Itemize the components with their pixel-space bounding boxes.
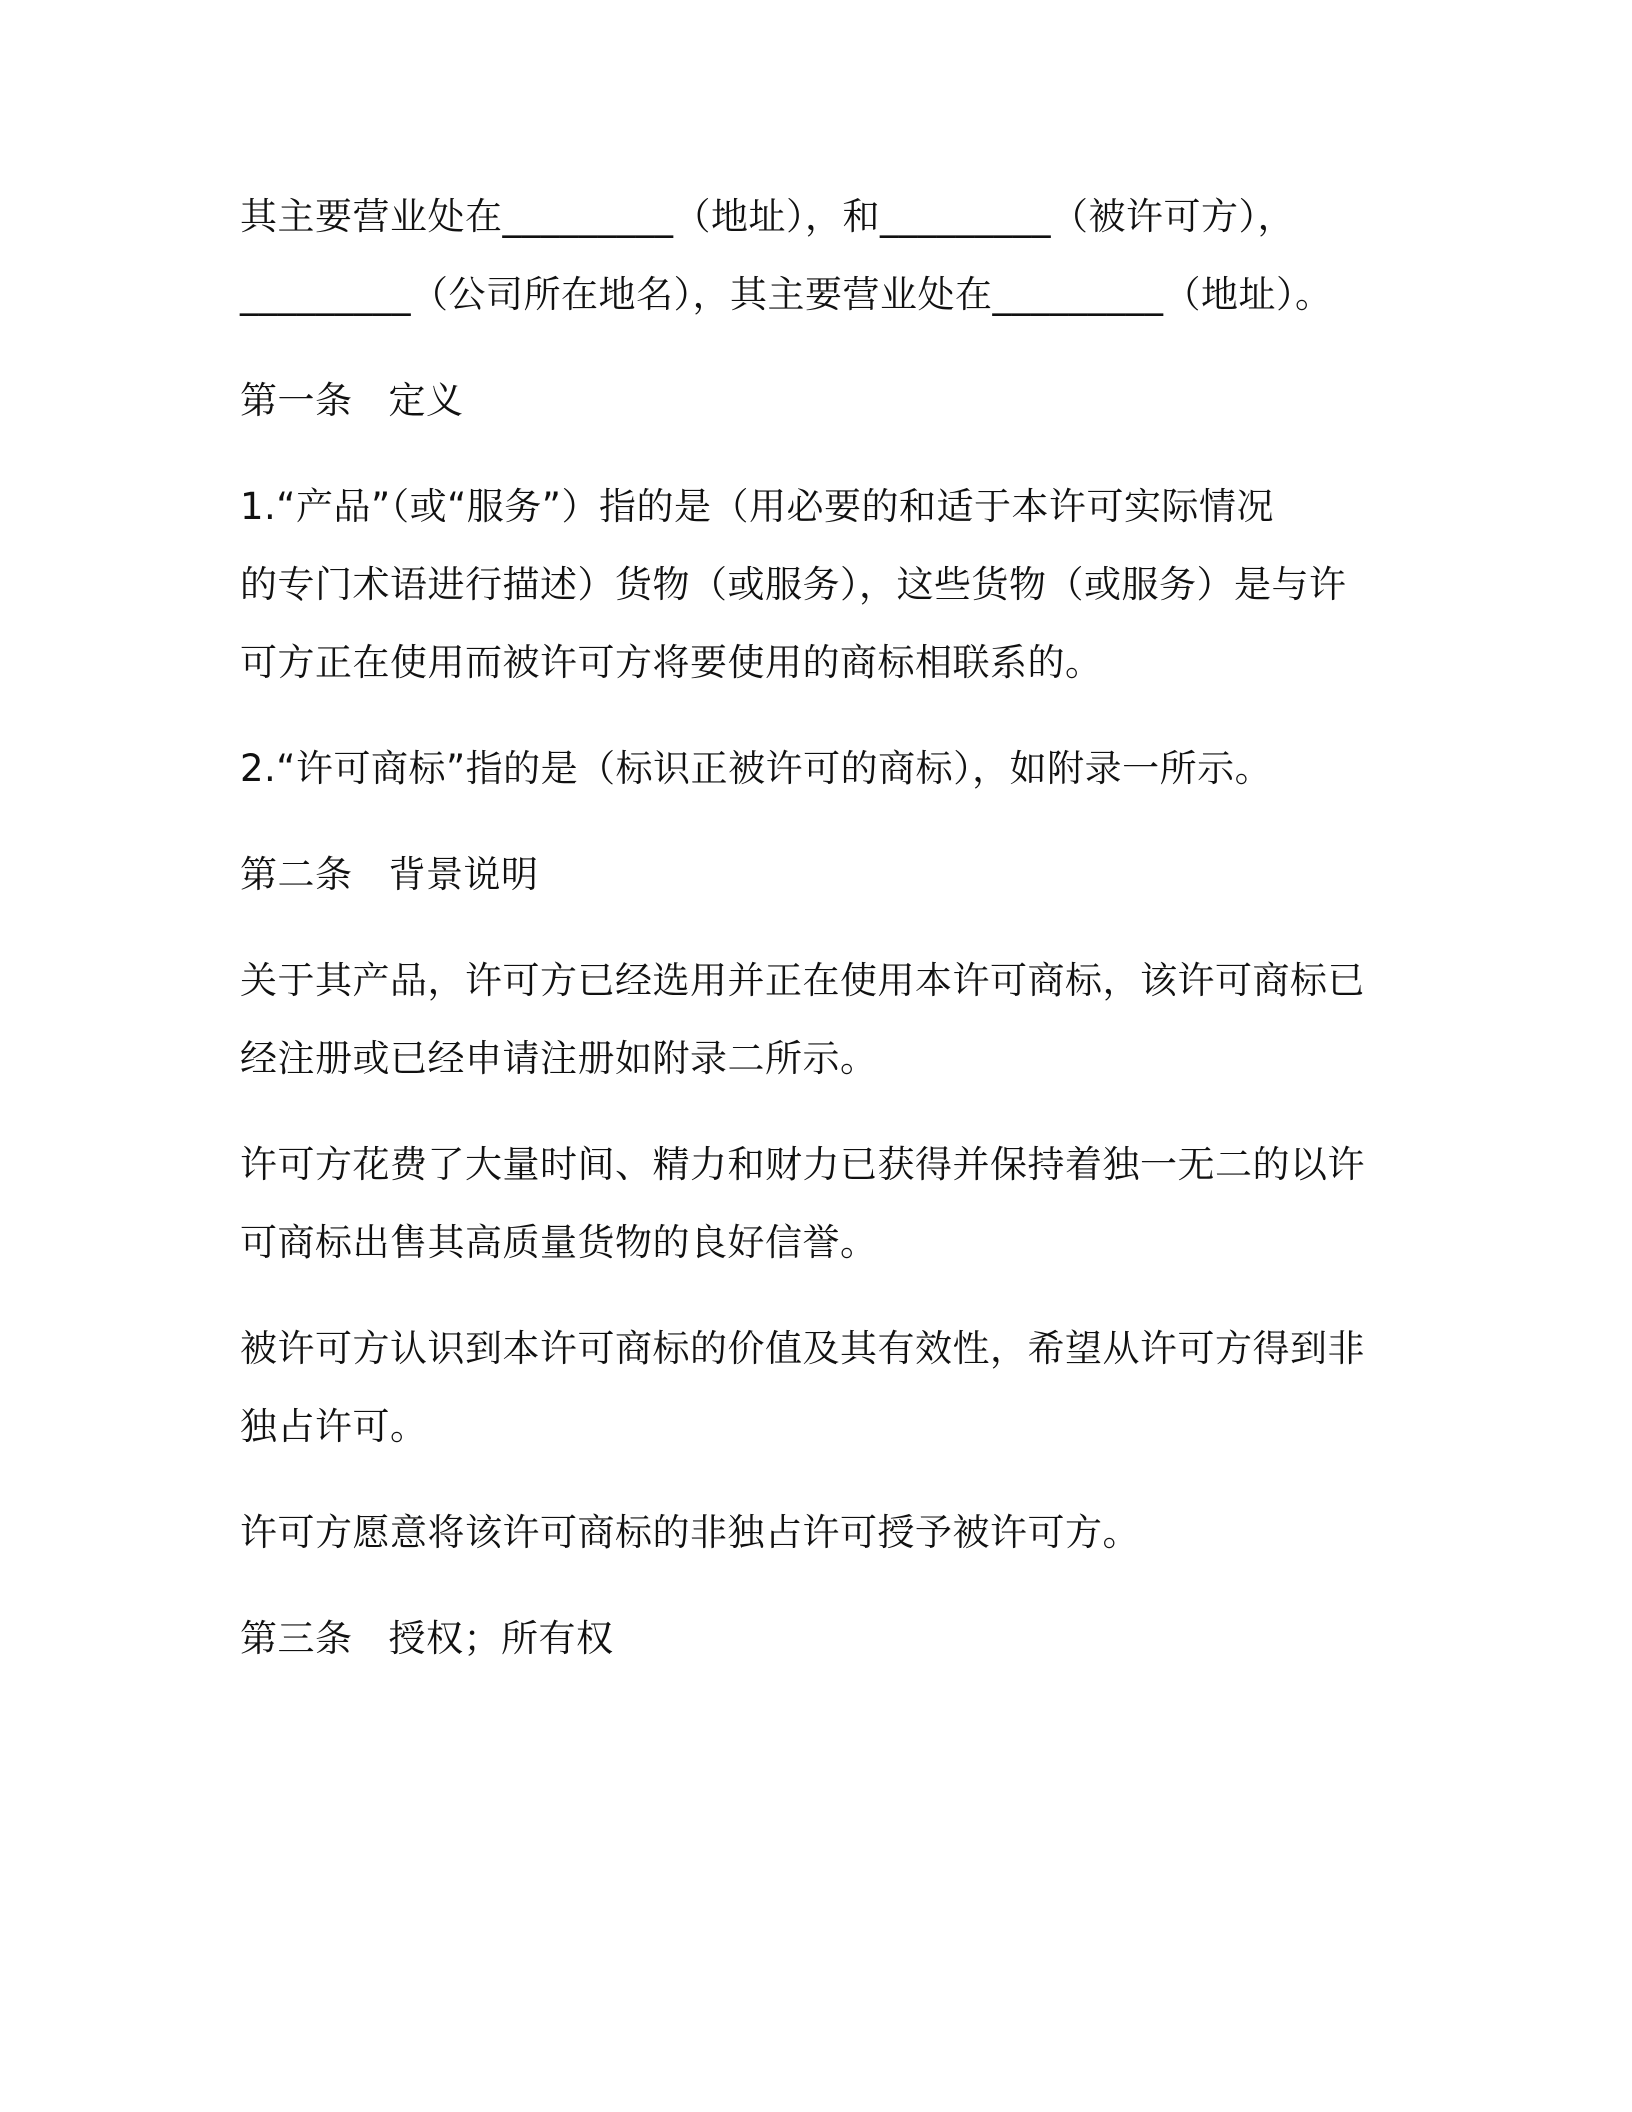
article-1-number: 第一条 <box>240 379 353 422</box>
article-1-item-1-line-3: 可方正在使用而被许可方将要使用的商标相联系的。 <box>240 641 1103 684</box>
article-1-heading <box>240 362 1400 440</box>
document-body <box>240 178 1400 1678</box>
article-2-p2-line-2: 可商标出售其高质量货物的良好信誉。 <box>240 1221 878 1264</box>
article-2-paragraph-4 <box>240 1494 1400 1572</box>
article-2-p3-line-2: 独占许可。 <box>240 1405 428 1448</box>
article-1-item-2 <box>240 730 1400 808</box>
article-2-p1-line-2: 经注册或已经申请注册如附录二所示。 <box>240 1037 878 1080</box>
article-2-heading <box>240 836 1400 914</box>
article-2-p2-line-1: 许可方花费了大量时间、精力和财力已获得并保持着独一无二的以许 <box>240 1143 1365 1186</box>
article-1-item-2-line-1: 2.“许可商标”指的是（标识正被许可的商标），如附录一所示。 <box>240 747 1273 790</box>
article-2-title: 背景说明 <box>388 853 539 896</box>
article-2-p4-line-1: 许可方愿意将该许可商标的非独占许可授予被许可方。 <box>240 1511 1140 1554</box>
article-1-item-1-line-2: 的专门术语进行描述）货物（或服务），这些货物（或服务）是与许 <box>240 563 1347 606</box>
article-3-number: 第三条 <box>240 1617 353 1660</box>
intro-line-2: _________（公司所在地名），其主要营业处在_________（地址）。 <box>240 273 1333 316</box>
intro-line-1: 其主要营业处在_________（地址），和_________（被许可方）， <box>240 195 1295 238</box>
article-3-title: 授权；所有权 <box>388 1617 614 1660</box>
article-3-heading <box>240 1600 1400 1678</box>
article-2-p1-line-1: 关于其产品，许可方已经选用并正在使用本许可商标，该许可商标已 <box>240 959 1365 1002</box>
article-1-title: 定义 <box>388 379 464 422</box>
article-2-number: 第二条 <box>240 853 353 896</box>
article-2-paragraph-3 <box>240 1310 1400 1466</box>
intro-paragraph <box>240 178 1400 334</box>
article-2-paragraph-2 <box>240 1126 1400 1282</box>
article-2-paragraph-1 <box>240 942 1400 1098</box>
article-1-item-1 <box>240 468 1400 702</box>
article-2-p3-line-1: 被许可方认识到本许可商标的价值及其有效性，希望从许可方得到非 <box>240 1327 1365 1370</box>
article-1-item-1-line-1: 1.“产品”（或“服务”）指的是（用必要的和适于本许可实际情况 <box>240 485 1274 528</box>
